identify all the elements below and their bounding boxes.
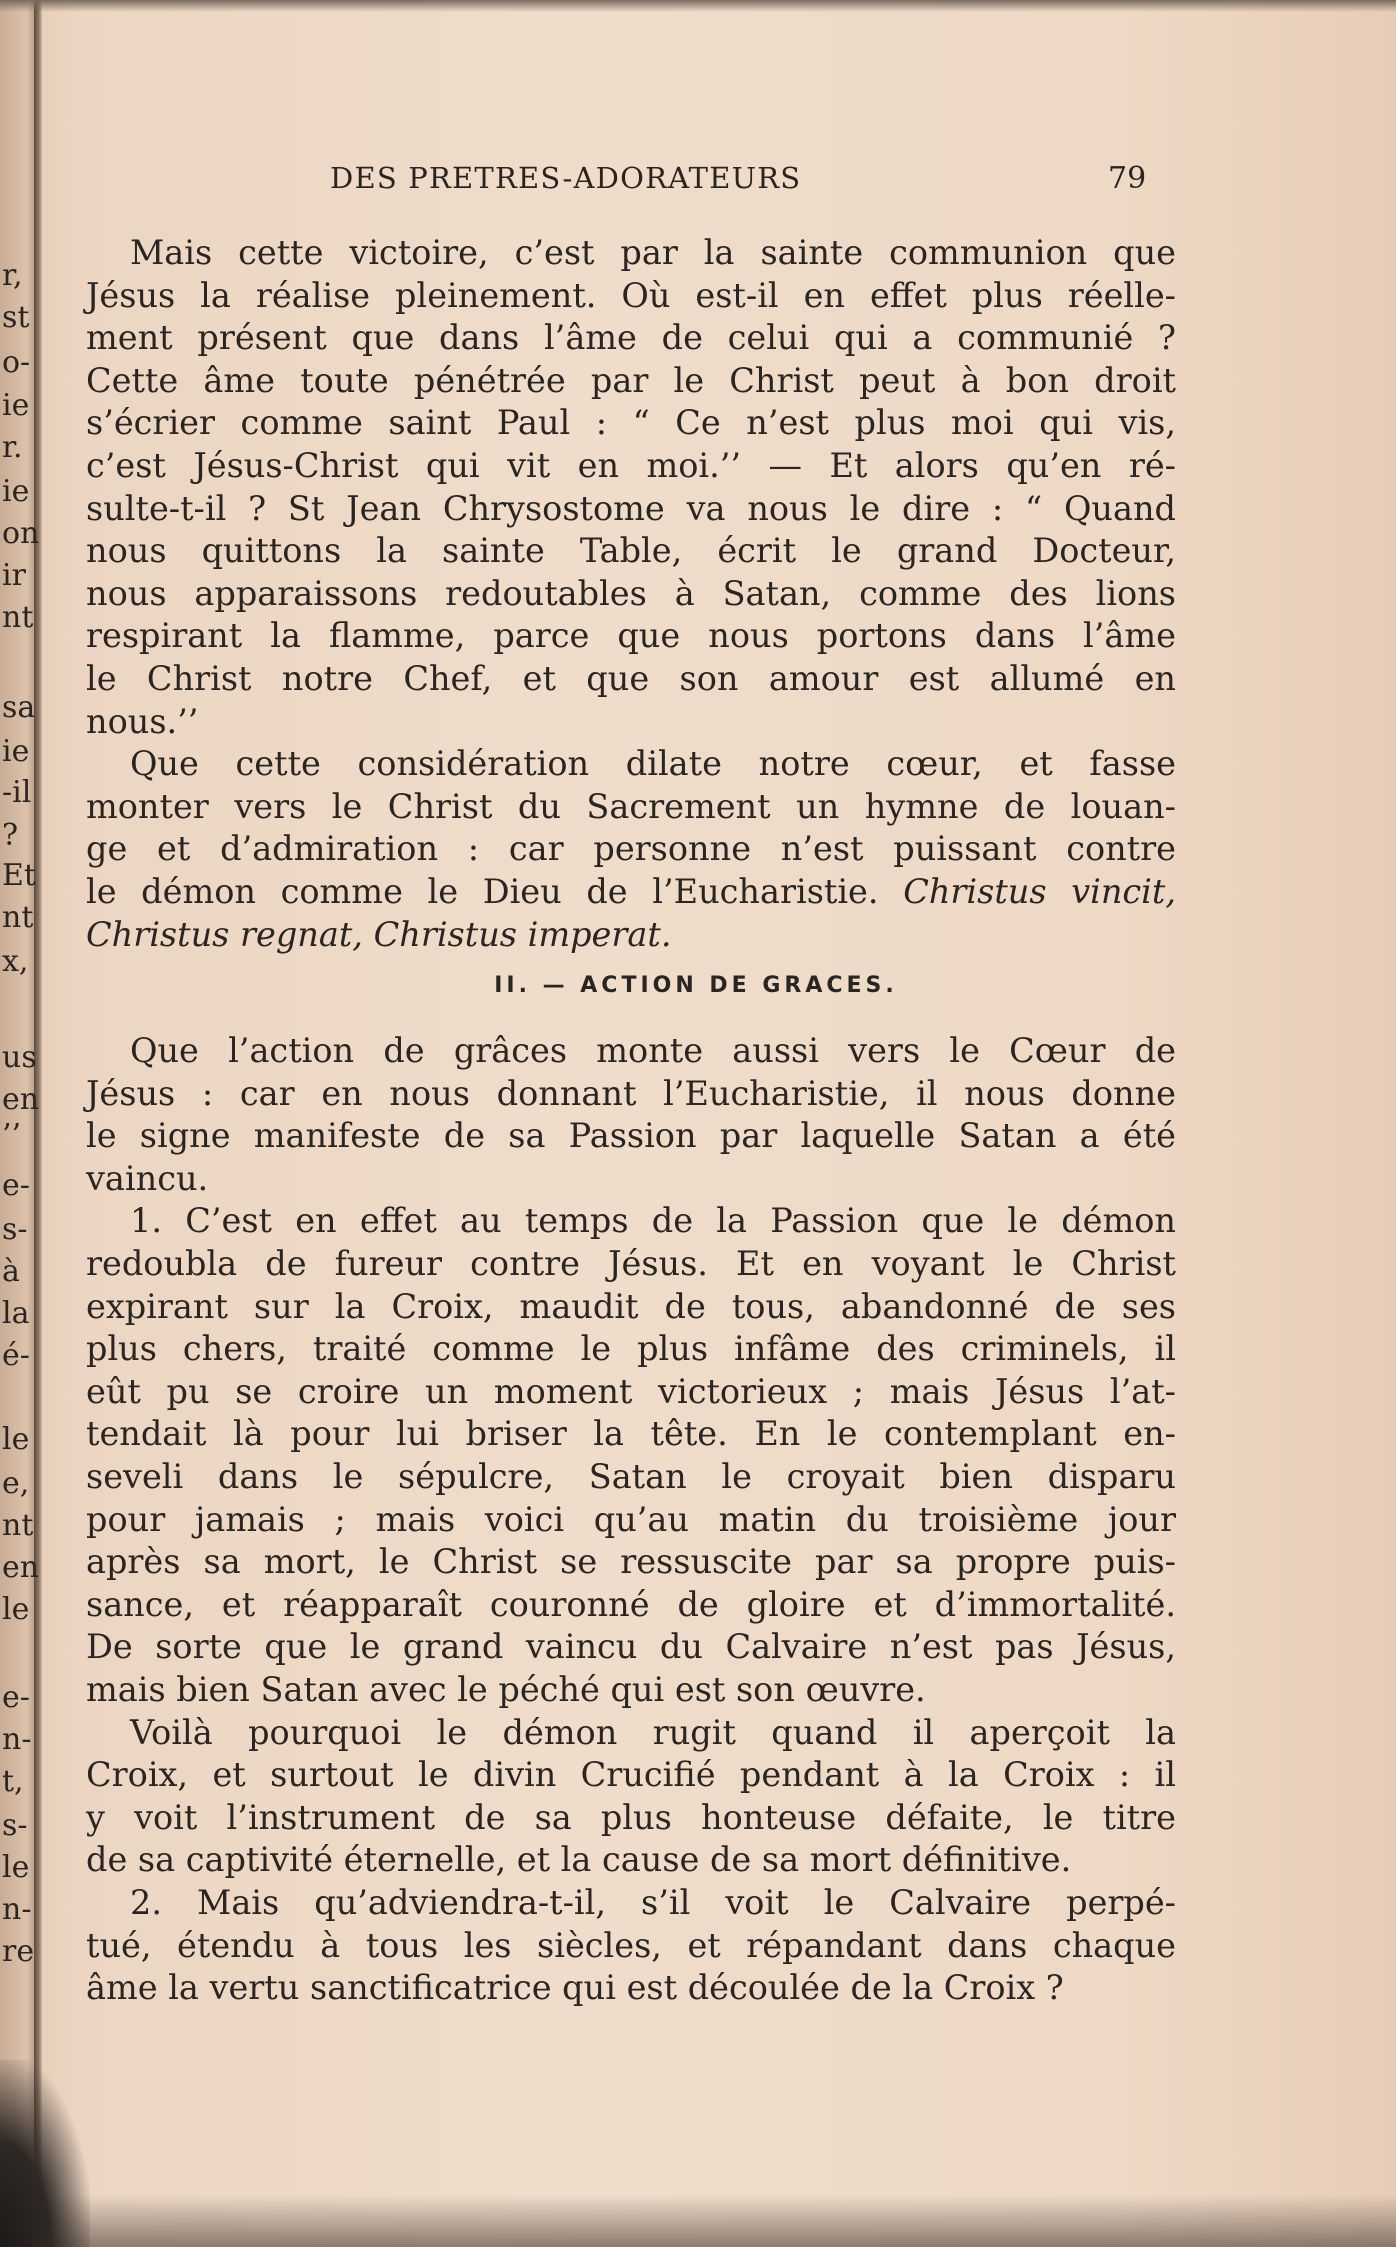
text-line: après sa mort, le Christ se ressuscite par sa propre puis- (86, 1542, 1176, 1582)
margin-fragment: le (2, 1850, 30, 1885)
text-line: monter vers le Christ du Sacrement un hymne de louan- (86, 786, 1176, 826)
text-line: nous apparaissons redoutables à Satan, comme des lions (86, 573, 1176, 613)
margin-fragment: e, (2, 1466, 30, 1501)
text-line: ge et d’admiration : car personne n’est puissant contre (86, 829, 1176, 869)
text-line: De sorte que le grand vaincu du Calvaire n’est pas Jésus, (86, 1627, 1176, 1667)
text-line: pour jamais ; mais voici qu’au matin du troisième jour (86, 1499, 1176, 1539)
facing-page-fragments (0, 0, 40, 2247)
text-line: ment présent que dans l’âme de celui qui a communié ? (86, 318, 1176, 358)
margin-fragment: nt (2, 1508, 34, 1543)
margin-fragment: r. (2, 430, 23, 465)
bottom-shadow (0, 2195, 1396, 2247)
text-line (86, 871, 1176, 914)
margin-fragment: la (2, 1296, 30, 1331)
paragraph (86, 1712, 1176, 1882)
text-line: Jésus : car en nous donnant l’Eucharistie, il nous donne (86, 1073, 1176, 1113)
text-line: y voit l’instrument de sa plus honteuse défaite, le titre (86, 1797, 1176, 1837)
margin-fragment: us (2, 1040, 37, 1075)
text-line: 1. C’est en effet au temps de la Passion que le démon (130, 1201, 1176, 1241)
margin-fragment: ir (2, 558, 26, 593)
text-line: s’écrier comme saint Paul : “ Ce n’est plus moi qui vis, (86, 403, 1176, 443)
text-line: redoubla de fureur contre Jésus. Et en voyant le Christ (86, 1244, 1176, 1284)
section-heading: II. — ACTION DE GRACES. (494, 973, 898, 999)
margin-fragment: nt (2, 600, 34, 635)
paragraph (86, 1030, 1176, 1200)
text-line: respirant la flamme, parce que nous portons dans l’âme (86, 616, 1176, 656)
text-line: expirant sur la Croix, maudit de tous, abandonné de ses (86, 1286, 1176, 1326)
text-line: vaincu. (86, 1158, 209, 1198)
running-head (330, 161, 1150, 201)
margin-fragment: r, (2, 258, 23, 293)
margin-fragment: en (2, 1550, 40, 1585)
margin-fragment: ie (2, 734, 30, 769)
margin-fragment: s- (2, 1212, 28, 1247)
margin-fragment: ? (2, 818, 19, 853)
latin-phrase: Christus regnat, (86, 914, 363, 954)
text-line: nous quittons la sainte Table, écrit le grand Docteur, (86, 531, 1176, 571)
text-line: 2. Mais qu’adviendra-t-il, s’il voit le Calvaire perpé- (130, 1882, 1176, 1922)
text-line: mais bien Satan avec le péché qui est son œuvre. (86, 1670, 926, 1709)
margin-fragment: re (2, 1934, 35, 1969)
paragraph (86, 1200, 1176, 1711)
text-line: le Christ notre Chef, et que son amour est allumé en (86, 658, 1176, 698)
text-line: sulte-t-il ? St Jean Chrysostome va nous le dire : “ Quand (86, 488, 1176, 528)
paragraph (86, 743, 1176, 956)
margin-fragment: n- (2, 1722, 32, 1757)
margin-fragment: s- (2, 1808, 28, 1843)
margin-fragment: le (2, 1422, 30, 1457)
text-line: seveli dans le sépulcre, Satan le croyait bien disparu (86, 1457, 1176, 1497)
margin-fragment: e- (2, 1680, 30, 1715)
top-shadow (0, 0, 1396, 12)
text-line: le signe manifeste de sa Passion par laquelle Satan a été (86, 1116, 1176, 1156)
text-line: Voilà pourquoi le démon rugit quand il aperçoit la (130, 1712, 1176, 1752)
margin-fragment: le (2, 1592, 30, 1627)
margin-fragment: ie (2, 474, 30, 509)
latin-phrase: Christus vincit, (903, 871, 1176, 911)
margin-fragment: n- (2, 1892, 32, 1927)
text-line: eût pu se croire un moment victorieux ; mais Jésus l’at- (86, 1371, 1176, 1411)
paragraph (86, 1882, 1176, 2010)
margin-fragment: à (2, 1254, 20, 1289)
text-line (86, 914, 1176, 957)
text-line: âme la vertu sanctificatrice qui est découlée de la Croix ? (86, 1968, 1064, 2008)
text-line: tué, étendu à tous les siècles, et répandant dans chaque (86, 1925, 1176, 1965)
latin-phrase: Christus imperat. (373, 914, 672, 954)
margin-fragment: x, (2, 944, 29, 979)
text-line: plus chers, traité comme le plus infâme des criminels, il (86, 1329, 1176, 1369)
text-line: de sa captivité éternelle, et la cause de sa mort définitive. (86, 1840, 1072, 1880)
margin-fragment: Et (2, 858, 36, 893)
text-line: c’est Jésus-Christ qui vit en moi.’’ — Et alors qu’en ré- (86, 445, 1176, 485)
text-line: Jésus la réalise pleinement. Où est-il en effet plus réelle- (86, 275, 1176, 315)
text-line: Cette âme toute pénétrée par le Christ peut à bon droit (86, 360, 1176, 400)
margin-fragment: st (2, 300, 30, 335)
margin-fragment: on (2, 516, 40, 551)
paragraph (86, 232, 1176, 743)
margin-fragment: ie (2, 388, 30, 423)
text-line: Mais cette victoire, c’est par la sainte communion que (130, 233, 1176, 272)
margin-fragment: sa (2, 690, 36, 725)
margin-fragment: t, (2, 1764, 24, 1799)
page-number: 79 (1108, 161, 1147, 196)
margin-fragment: nt (2, 900, 34, 935)
text-run: le démon comme le Dieu de l’Eucharistie. (86, 871, 879, 911)
body-text (86, 232, 1176, 2010)
margin-fragment: é- (2, 1338, 30, 1373)
margin-fragment: en (2, 1082, 40, 1117)
running-title: DES PRETRES-ADORATEURS (330, 161, 802, 195)
text-line: nous.’’ (86, 701, 199, 741)
text-line: Croix, et surtout le divin Crucifié pendant à la Croix : il (86, 1755, 1176, 1795)
margin-fragment: o- (2, 345, 31, 380)
margin-fragment: ’’ (2, 1118, 22, 1153)
text-line: tendait là pour lui briser la tête. En le contemplant en- (86, 1414, 1176, 1454)
margin-fragment: -il (2, 775, 32, 810)
text-line: Que cette considération dilate notre cœur, et fasse (130, 744, 1176, 784)
margin-fragment: e- (2, 1168, 30, 1203)
text-line: Que l’action de grâces monte aussi vers le Cœur de (130, 1031, 1176, 1071)
text-line: sance, et réapparaît couronné de gloire et d’immortalité. (86, 1584, 1176, 1624)
